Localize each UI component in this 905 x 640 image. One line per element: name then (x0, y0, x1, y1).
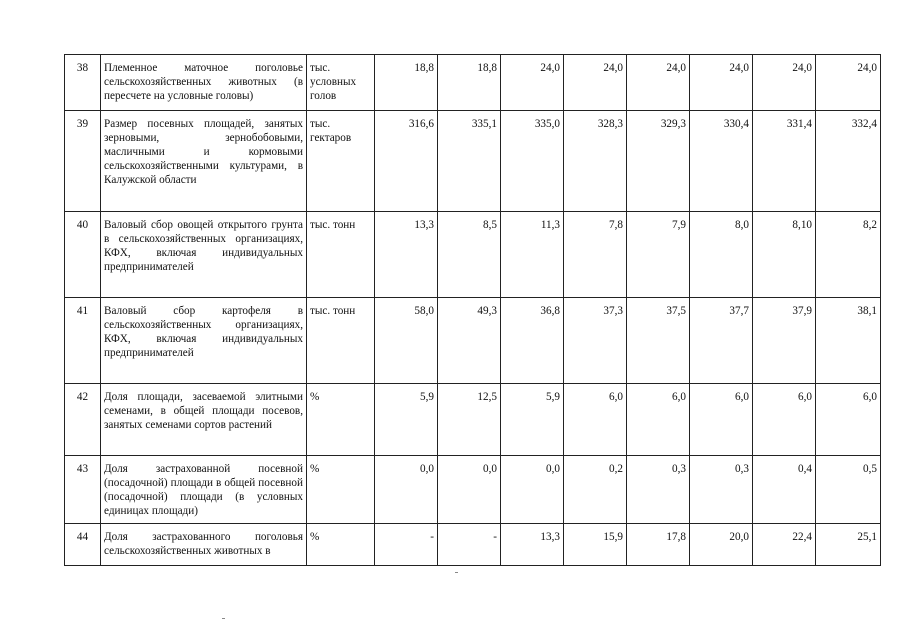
value-cell: 49,3 (438, 298, 501, 384)
value-cell: 7,9 (627, 212, 690, 298)
indicator-name: Валовый сбор овощей открытого грунта в сельскохозяйственных организациях, КФХ, включая индивидуальных предпринимателей (101, 212, 307, 298)
value-cell: 8,5 (438, 212, 501, 298)
value-cell: 0,0 (438, 456, 501, 524)
row-number: 44 (65, 524, 101, 566)
value-cell: 37,5 (627, 298, 690, 384)
unit-cell: тыс. тонн (307, 298, 375, 384)
value-cell: 0,2 (564, 456, 627, 524)
value-cell: 316,6 (375, 111, 438, 212)
table-row (65, 384, 881, 456)
value-cell: 7,8 (564, 212, 627, 298)
table-row (65, 298, 881, 384)
value-cell: 329,3 (627, 111, 690, 212)
table-row (65, 456, 881, 524)
value-cell: 24,0 (816, 55, 881, 111)
unit-cell: % (307, 456, 375, 524)
value-cell: 12,5 (438, 384, 501, 456)
value-cell: 11,3 (501, 212, 564, 298)
value-cell: 332,4 (816, 111, 881, 212)
indicator-name: Доля застрахованной посевной (посадочной) площади в общей посевной (посадочной) площади (в условных единицах площади) (101, 456, 307, 524)
value-cell: 5,9 (501, 384, 564, 456)
indicator-name: Племенное маточное поголовье сельскохозяйственных животных (в пересчете на условные головы) (101, 55, 307, 111)
value-cell: - (438, 524, 501, 566)
row-number: 40 (65, 212, 101, 298)
row-number: 43 (65, 456, 101, 524)
unit-cell: тыс. гектаров (307, 111, 375, 212)
scan-artifact (222, 618, 225, 619)
unit-cell: тыс. тонн (307, 212, 375, 298)
row-number: 42 (65, 384, 101, 456)
value-cell: - (375, 524, 438, 566)
value-cell: 36,8 (501, 298, 564, 384)
value-cell: 25,1 (816, 524, 881, 566)
row-number: 39 (65, 111, 101, 212)
value-cell: 8,0 (690, 212, 753, 298)
table-row (65, 55, 881, 111)
table-row (65, 111, 881, 212)
value-cell: 6,0 (627, 384, 690, 456)
value-cell: 17,8 (627, 524, 690, 566)
table-body (65, 55, 881, 566)
value-cell: 37,7 (690, 298, 753, 384)
value-cell: 0,5 (816, 456, 881, 524)
value-cell: 0,4 (753, 456, 816, 524)
value-cell: 24,0 (501, 55, 564, 111)
value-cell: 6,0 (816, 384, 881, 456)
value-cell: 6,0 (753, 384, 816, 456)
unit-cell: тыс. условных голов (307, 55, 375, 111)
value-cell: 18,8 (438, 55, 501, 111)
indicators-table (64, 54, 881, 566)
value-cell: 22,4 (753, 524, 816, 566)
value-cell: 6,0 (690, 384, 753, 456)
indicator-name: Доля застрахованного поголовья сельскохозяйственных животных в (101, 524, 307, 566)
value-cell: 8,2 (816, 212, 881, 298)
value-cell: 335,0 (501, 111, 564, 212)
value-cell: 0,3 (690, 456, 753, 524)
indicator-name: Размер посевных площадей, занятых зерновыми, зернобобовыми, масличными и кормовыми сельскохозяйственными культурами, в Калужской области (101, 111, 307, 212)
value-cell: 58,0 (375, 298, 438, 384)
scan-artifact (455, 572, 458, 573)
value-cell: 37,3 (564, 298, 627, 384)
value-cell: 15,9 (564, 524, 627, 566)
value-cell: 330,4 (690, 111, 753, 212)
value-cell: 37,9 (753, 298, 816, 384)
value-cell: 0,0 (501, 456, 564, 524)
table-row (65, 524, 881, 566)
indicator-name: Доля площади, засеваемой элитными семенами, в общей площади посевов, занятых семенами сортов растений (101, 384, 307, 456)
value-cell: 24,0 (564, 55, 627, 111)
value-cell: 24,0 (627, 55, 690, 111)
value-cell: 8,10 (753, 212, 816, 298)
value-cell: 0,0 (375, 456, 438, 524)
value-cell: 13,3 (501, 524, 564, 566)
value-cell: 0,3 (627, 456, 690, 524)
indicator-name: Валовый сбор картофеля в сельскохозяйственных организациях, КФХ, включая индивидуальных предпринимателей (101, 298, 307, 384)
value-cell: 6,0 (564, 384, 627, 456)
value-cell: 328,3 (564, 111, 627, 212)
value-cell: 20,0 (690, 524, 753, 566)
table-row (65, 212, 881, 298)
value-cell: 38,1 (816, 298, 881, 384)
value-cell: 24,0 (753, 55, 816, 111)
value-cell: 5,9 (375, 384, 438, 456)
unit-cell: % (307, 384, 375, 456)
value-cell: 13,3 (375, 212, 438, 298)
value-cell: 335,1 (438, 111, 501, 212)
value-cell: 24,0 (690, 55, 753, 111)
value-cell: 18,8 (375, 55, 438, 111)
row-number: 38 (65, 55, 101, 111)
row-number: 41 (65, 298, 101, 384)
value-cell: 331,4 (753, 111, 816, 212)
unit-cell: % (307, 524, 375, 566)
